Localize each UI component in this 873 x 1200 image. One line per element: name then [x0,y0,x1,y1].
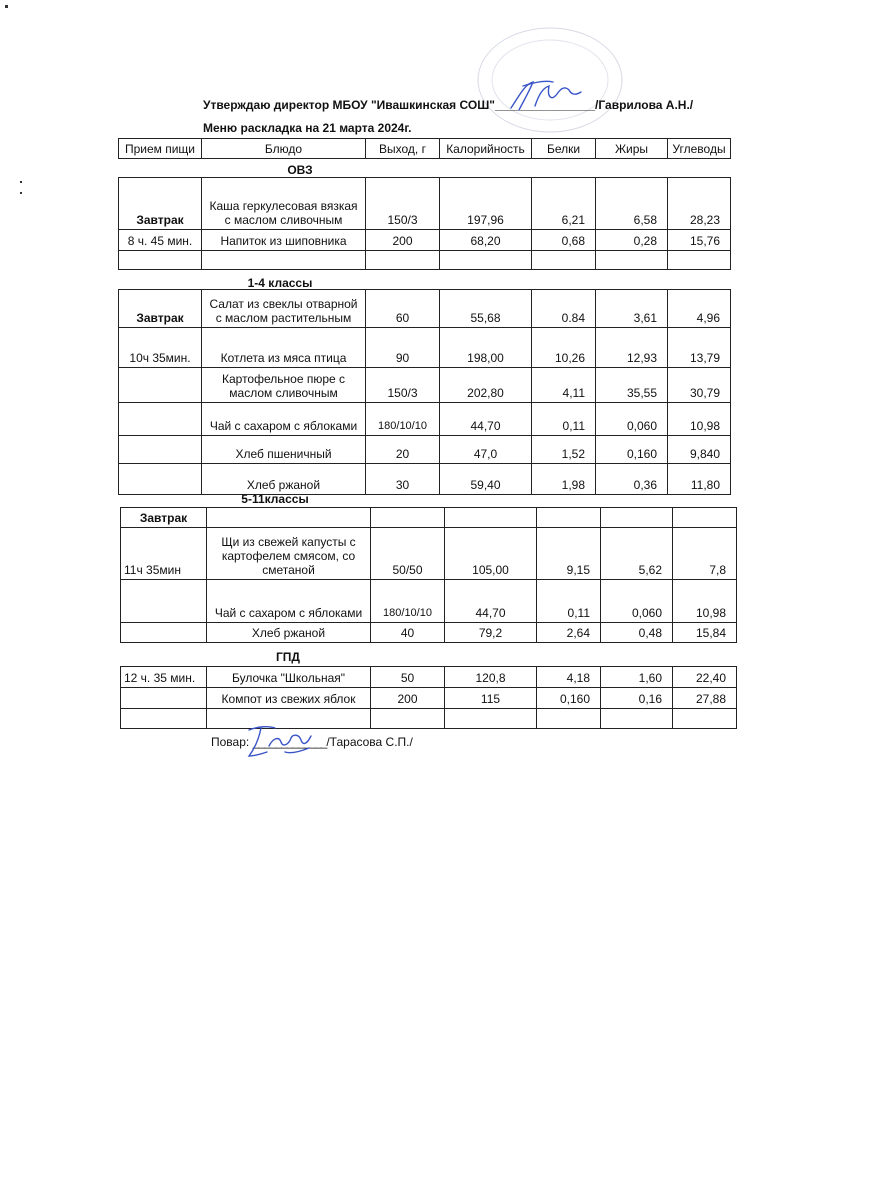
col-fats: Жиры [596,139,668,159]
cook-underline: _____________ [252,735,327,749]
dish-proteins: 1,98 [532,464,596,495]
dish-fats: 5,62 [601,528,673,580]
table-row [121,688,737,709]
dish-output: 180/10/10 [371,580,445,623]
dish-proteins: 0,68 [532,230,596,251]
dish-carbs: 9,840 [668,436,731,464]
dish-calories: 44,70 [445,580,537,623]
empty-cell [119,403,202,436]
dish-calories: 55,68 [440,290,532,328]
empty-cell [119,251,202,270]
meal-time: 10ч 35мин. [119,328,202,368]
meal-time: 8 ч. 45 мин. [119,230,202,251]
dish-calories: 68,20 [440,230,532,251]
dish-name: Чай с сахаром с яблоками [202,403,366,436]
table-row [119,403,731,436]
dish-proteins: 0,11 [537,580,601,623]
dish-fats: 0,36 [596,464,668,495]
scan-speck [5,5,8,8]
table-row [121,623,737,643]
menu-title: Меню раскладка на 21 марта 2024г. [203,121,412,135]
col-output: Выход, г [366,139,440,159]
dish-carbs: 28,23 [668,178,731,230]
col-carbs: Углеводы [668,139,731,159]
dish-fats: 35,55 [596,368,668,403]
section-title-ovz: ОВЗ [287,163,313,177]
empty-cell [673,709,737,729]
dish-proteins: 0.84 [532,290,596,328]
table-row [119,178,731,230]
table-row [121,528,737,580]
dish-proteins: 2,64 [537,623,601,643]
dish-output: 30 [366,464,440,495]
table-row-empty [119,251,731,270]
dish-output: 50/50 [371,528,445,580]
empty-cell [119,436,202,464]
dish-proteins: 6,21 [532,178,596,230]
dish-output: 40 [371,623,445,643]
empty-cell [537,508,601,528]
dish-carbs: 10,98 [673,580,737,623]
empty-cell [371,508,445,528]
cook-signature [245,722,315,762]
dish-name: Щи из свежей капусты с картофелем смясом, со сметаной [207,528,371,580]
dish-name: Хлеб ржаной [207,623,371,643]
dish-output: 200 [366,230,440,251]
cook-name: /Тарасова С.П./ [326,735,413,749]
dish-name: Салат из свеклы отварной с маслом растительным [202,290,366,328]
meal-label: Завтрак [119,178,202,230]
dish-fats: 6,58 [596,178,668,230]
col-calories: Калорийность [440,139,532,159]
meal-label: Завтрак [121,508,207,528]
empty-cell [537,709,601,729]
dish-output: 20 [366,436,440,464]
dish-fats: 0,060 [596,403,668,436]
scan-speck [20,181,22,183]
dish-carbs: 30,79 [668,368,731,403]
dish-name: Напиток из шиповника [202,230,366,251]
dish-calories: 79,2 [445,623,537,643]
table-ovz [118,177,731,270]
empty-cell [121,580,207,623]
meal-time: 12 ч. 35 мин. [121,667,207,688]
approval-line [203,98,693,112]
meal-time: 11ч 35мин [121,528,207,580]
empty-cell [119,464,202,495]
scan-speck [20,192,22,194]
meal-label: Завтрак [119,290,202,328]
dish-carbs: 4,96 [668,290,731,328]
empty-cell [673,508,737,528]
dish-output: 90 [366,328,440,368]
dish-carbs: 15,76 [668,230,731,251]
table-row [119,328,731,368]
dish-carbs: 15,84 [673,623,737,643]
section-title-5-11: 5-11классы [241,492,309,506]
dish-name: Компот из свежих яблок [207,688,371,709]
empty-cell [601,508,673,528]
empty-cell [121,709,207,729]
director-name: /Гаврилова А.Н./ [595,98,694,112]
dish-carbs: 13,79 [668,328,731,368]
table-row [119,368,731,403]
empty-cell [121,623,207,643]
dish-name: Каша геркулесовая вязкая с маслом сливочным [202,178,366,230]
col-dish: Блюдо [202,139,366,159]
dish-name: Хлеб пшеничный [202,436,366,464]
table-row [119,230,731,251]
empty-cell [207,508,371,528]
dish-output: 150/3 [366,368,440,403]
dish-calories: 105,00 [445,528,537,580]
dish-calories: 44,70 [440,403,532,436]
dish-carbs: 10,98 [668,403,731,436]
dish-name: Котлета из мяса птица [202,328,366,368]
dish-output: 150/3 [366,178,440,230]
column-header-table [118,138,731,159]
dish-proteins: 4,11 [532,368,596,403]
approve-text: Утверждаю директор МБОУ "Ивашкинская СОШ" [203,98,495,112]
dish-proteins: 10,26 [532,328,596,368]
empty-cell [668,251,731,270]
section-title-gpd: ГПД [276,650,300,664]
table-1-4 [118,289,731,495]
dish-name: Чай с сахаром с яблоками [207,580,371,623]
dish-output: 50 [371,667,445,688]
dish-fats: 0,060 [601,580,673,623]
empty-cell [445,508,537,528]
table-row [121,667,737,688]
dish-fats: 12,93 [596,328,668,368]
section-title-1-4: 1-4 классы [247,276,313,290]
column-header-row [119,139,731,159]
dish-calories: 115 [445,688,537,709]
dish-calories: 59,40 [440,464,532,495]
empty-cell [596,251,668,270]
table-row [119,464,731,495]
dish-proteins: 0,160 [537,688,601,709]
cook-label: Повар: [211,735,250,749]
empty-cell [532,251,596,270]
dish-output: 60 [366,290,440,328]
table-5-11 [120,507,737,643]
dish-fats: 0,160 [596,436,668,464]
dish-name: Булочка "Школьная" [207,667,371,688]
dish-name: Хлеб ржаной [202,464,366,495]
table-row [119,290,731,328]
dish-name: Картофельное пюре с маслом сливочным [202,368,366,403]
dish-calories: 47,0 [440,436,532,464]
dish-fats: 0,16 [601,688,673,709]
empty-cell [119,368,202,403]
dish-fats: 0,48 [601,623,673,643]
approve-underline: _______________ [494,98,596,112]
table-row [121,508,737,528]
empty-cell [445,709,537,729]
table-gpd [120,666,737,729]
dish-fats: 3,61 [596,290,668,328]
director-signature [505,76,585,114]
dish-carbs: 27,88 [673,688,737,709]
dish-fats: 0,28 [596,230,668,251]
table-row [119,436,731,464]
dish-output: 200 [371,688,445,709]
dish-calories: 198,00 [440,328,532,368]
empty-cell [601,709,673,729]
dish-calories: 197,96 [440,178,532,230]
empty-cell [440,251,532,270]
dish-output: 180/10/10 [366,403,440,436]
empty-cell [121,688,207,709]
col-proteins: Белки [532,139,596,159]
table-row [121,580,737,623]
dish-carbs: 7,8 [673,528,737,580]
empty-cell [202,251,366,270]
dish-carbs: 11,80 [668,464,731,495]
dish-carbs: 22,40 [673,667,737,688]
col-meal: Прием пищи [119,139,202,159]
empty-cell [371,709,445,729]
empty-cell [366,251,440,270]
dish-fats: 1,60 [601,667,673,688]
dish-calories: 120,8 [445,667,537,688]
dish-calories: 202,80 [440,368,532,403]
dish-proteins: 4,18 [537,667,601,688]
table-row-empty [121,709,737,729]
dish-proteins: 0,11 [532,403,596,436]
dish-proteins: 1,52 [532,436,596,464]
dish-proteins: 9,15 [537,528,601,580]
